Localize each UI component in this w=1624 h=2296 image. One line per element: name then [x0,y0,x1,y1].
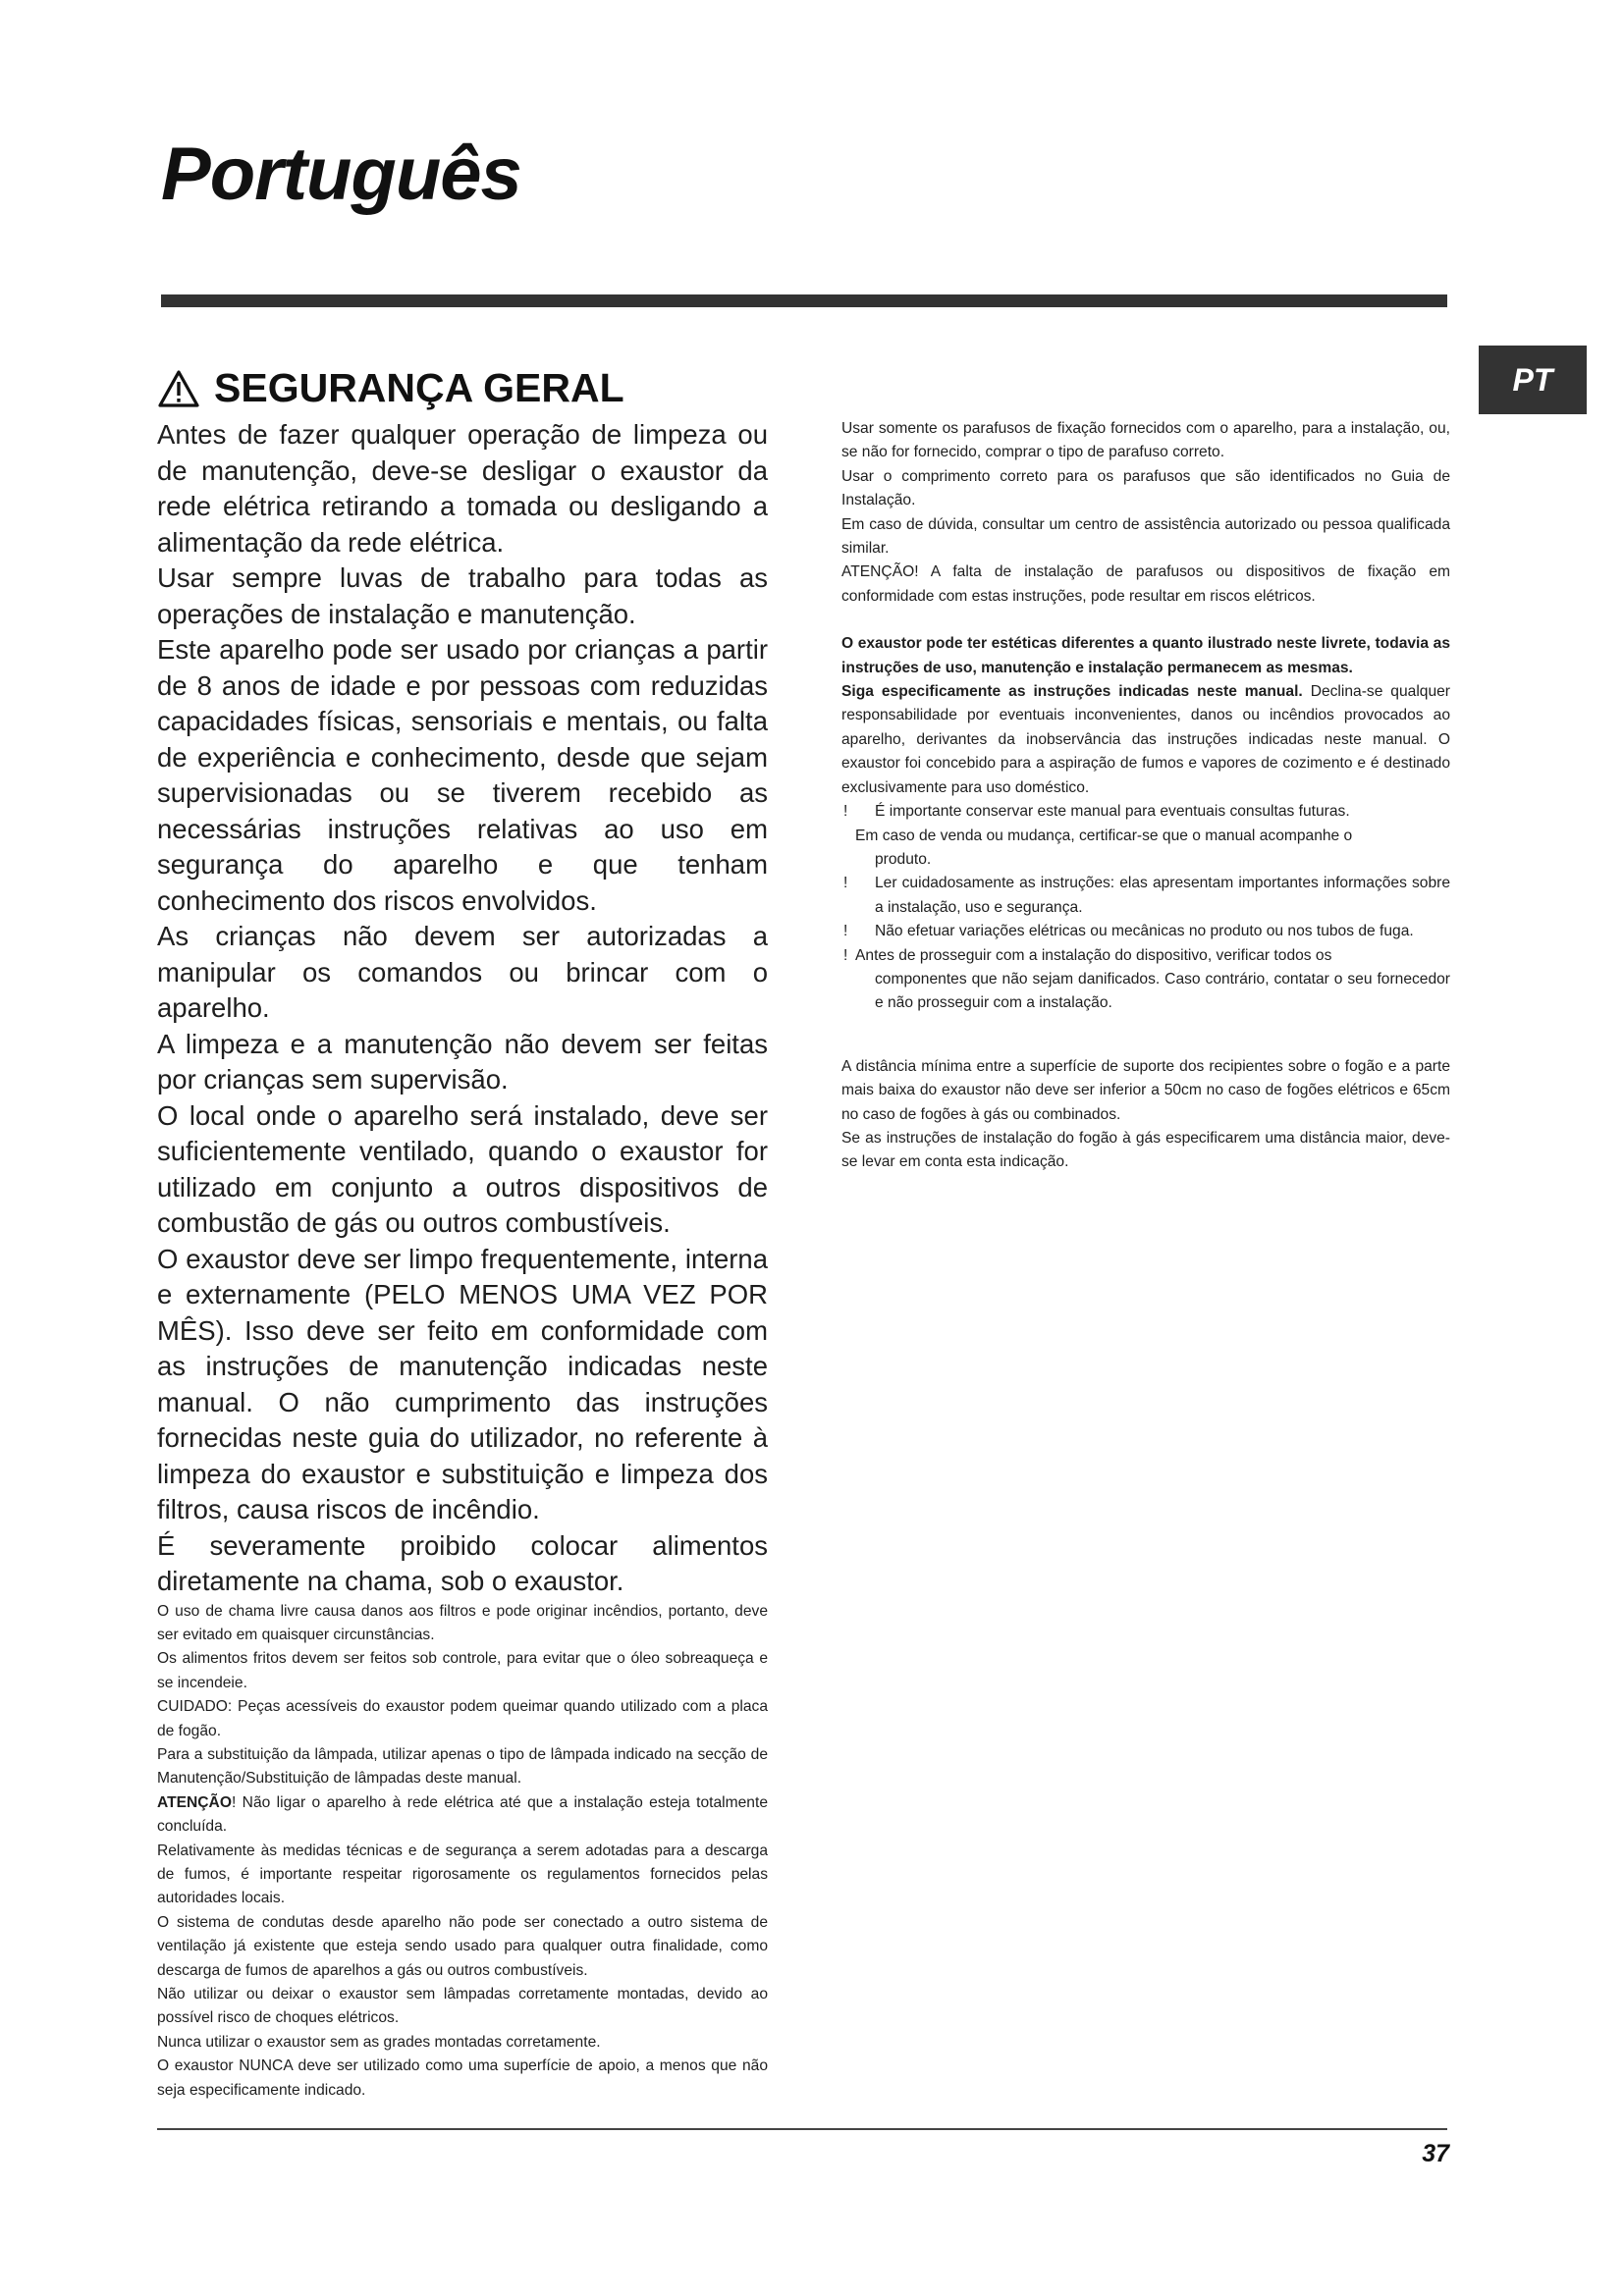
page-number: 37 [1422,2140,1449,2167]
left-column [157,365,768,2103]
follow-instructions-paragraph [841,680,1450,800]
paragraph: O local onde o aparelho será instalado, deve ser suficientemente ventilado, quando o exaustor for utilizado em conjunto a outros dispositivos de combustão de gás ou outros combustíveis. [157,1099,768,1238]
follow-instructions-label: Siga especificamente as instruções indicadas neste manual. [841,683,1303,701]
paragraph: As crianças não devem ser autorizadas a manipular os comandos ou brincar com o aparelho. [157,921,768,1023]
exclamation-icon: ! [843,923,848,940]
footer-divider [157,2128,1447,2130]
header-divider [161,294,1447,307]
paragraph: Antes de fazer qualquer operação de limpeza ou de manutenção, deve-se desligar o exaustor da rede elétrica retirando a tomada ou desligando a alimentação da rede elétrica. [157,419,768,558]
paragraph: A distância mínima entre a superfície de suporte dos recipientes sobre o fogão e a parte mais baixa do exaustor não deve ser inferior a 50cm no caso de fogões elétricos e 65cm no caso de fogões à gás ou combinados. [841,1057,1450,1123]
sale-note: Em caso de venda ou mudança, certificar-se que o manual acompanhe o produto. [855,827,1353,868]
bullet-item: ! Ler cuidadosamente as instruções: elas apresentam importantes informações sobre a instalação, uso e segurança. [841,872,1450,920]
paragraph: O sistema de condutas desde aparelho não pode ser conectado a outro sistema de ventilação já existente que esteja sendo usado para qualquer outra finalidade, como descarga de fumos de aparelhos a gás ou outros combustíveis. [157,1913,768,1979]
paragraph: Relativamente às medidas técnicas e de segurança a serem adotadas para a descarga de fumos, é importante respeitar rigorosamente os regulamentos fornecidos pelas autoridades locais. [157,1842,768,1907]
paragraph: Para a substituição da lâmpada, utilizar apenas o tipo de lâmpada indicado na secção de Manutenção/Substituição de lâmpadas deste manual. [157,1745,768,1788]
paragraph: CUIDADO: Peças acessíveis do exaustor podem queimar quando utilizado com a placa de fogão. [157,1698,768,1739]
paragraph: É severamente proibido colocar alimentos diretamente na chama, sob o exaustor. [157,1529,768,1596]
spacer [841,1016,1450,1055]
paragraph: Usar somente os parafusos de fixação fornecidos com o aparelho, para a instalação, ou, se não for fornecido, comprar o tipo de parafuso correto. [841,420,1450,461]
bullet-item: ! É importante conservar este manual para eventuais consultas futuras. [841,800,1450,824]
bullet-item: ! Não efetuar variações elétricas ou mecânicas no produto ou nos tubos de fuga. [841,920,1450,943]
section-title: SEGURANÇA GERAL [214,365,624,410]
spacer [841,609,1450,632]
bold-notice: O exaustor pode ter estéticas diferentes a quanto ilustrado neste livrete, todavia as instruções de uso, manutenção e instalação permanecem as mesmas. [841,635,1450,676]
bullet-item: ! Antes de prosseguir com a instalação do dispositivo, verificar todos os componentes que não sejam danificados. Caso contrário, contatar o seu fornecedor e não prosseguir com a instalação. [841,944,1450,1016]
paragraph: A limpeza e a manutenção não devem ser feitas por crianças sem supervisão. [157,1028,768,1095]
paragraph: Nunca utilizar o exaustor sem as grades montadas corretamente. [157,2033,601,2051]
exclamation-icon: ! [843,875,848,892]
paragraph: Usar sempre luvas de trabalho para todas as operações de instalação e manutenção. [157,562,768,629]
page-language-title: Português [161,133,521,216]
attention-paragraph [157,1791,768,1840]
paragraph: Os alimentos fritos devem ser feitos sob controle, para evitar que o óleo sobreaqueça e se incendeie. [157,1650,768,1691]
paragraph: Este aparelho pode ser usado por crianças a partir de 8 anos de idade e por pessoas com reduzidas capacidades físicas, sensoriais e mentais, ou falta de experiência e conhecimento, desde que sejam supervisionadas ou se tiverem recebido as necessárias instruções relativas ao uso em segurança do aparelho e que tenham conhecimento dos riscos envolvidos. [157,634,768,916]
paragraph: Usar o comprimento correto para os parafusos que são identificados no Guia de Instalação. [841,467,1450,509]
right-column [841,417,1450,1175]
paragraph: O uso de chama livre causa danos aos filtros e pode originar incêndios, portanto, deve ser evitado em quaisquer circunstâncias. [157,1602,768,1643]
paragraph: Em caso de dúvida, consultar um centro de assistência autorizado ou pessoa qualificada similar. [841,515,1450,558]
attention-label: ATENÇÃO [157,1793,232,1811]
attention-text: ! Não ligar o aparelho à rede elétrica até que a instalação esteja totalmente concluída. [157,1793,768,1836]
follow-instructions-text: Declina-se qualquer responsabilidade por eventuais inconvenientes, danos ou incêndios provocados ao aparelho, derivantes da inobservância das instruções indicadas neste manual. O exaustor foi concebido para a aspiração de fumos e vapores de cozimento e é destinado exclusivamente para uso doméstico. [841,683,1450,796]
warning-triangle-icon [157,369,200,408]
section-heading [157,365,768,411]
paragraph: ATENÇÃO! A falta de instalação de parafusos ou dispositivos de fixação em conformidade com estas instruções, pode resultar em riscos elétricos. [841,563,1450,605]
language-tab: PT [1479,346,1587,414]
exclamation-icon: ! [843,946,848,964]
paragraph: Não utilizar ou deixar o exaustor sem lâmpadas corretamente montadas, devido ao possível risco de choques elétricos. [157,1986,768,2027]
paragraph: O exaustor NUNCA deve ser utilizado como uma superfície de apoio, a menos que não seja especificamente indicado. [157,2057,768,2099]
exclamation-icon: ! [843,803,848,821]
paragraph: O exaustor deve ser limpo frequentemente, interna e externamente (PELO MENOS UMA VEZ POR MÊS). Isso deve ser feito em conformidade com as instruções de manutenção indicadas neste manual. O não cumprimento das instruções fornecidas neste guia do utilizador, no referente à limpeza do exaustor e substituição e limpeza dos filtros, causa riscos de incêndio. [157,1243,768,1524]
paragraph: Se as instruções de instalação do fogão à gás especificarem uma distância maior, deve-se levar em conta esta indicação. [841,1129,1450,1171]
